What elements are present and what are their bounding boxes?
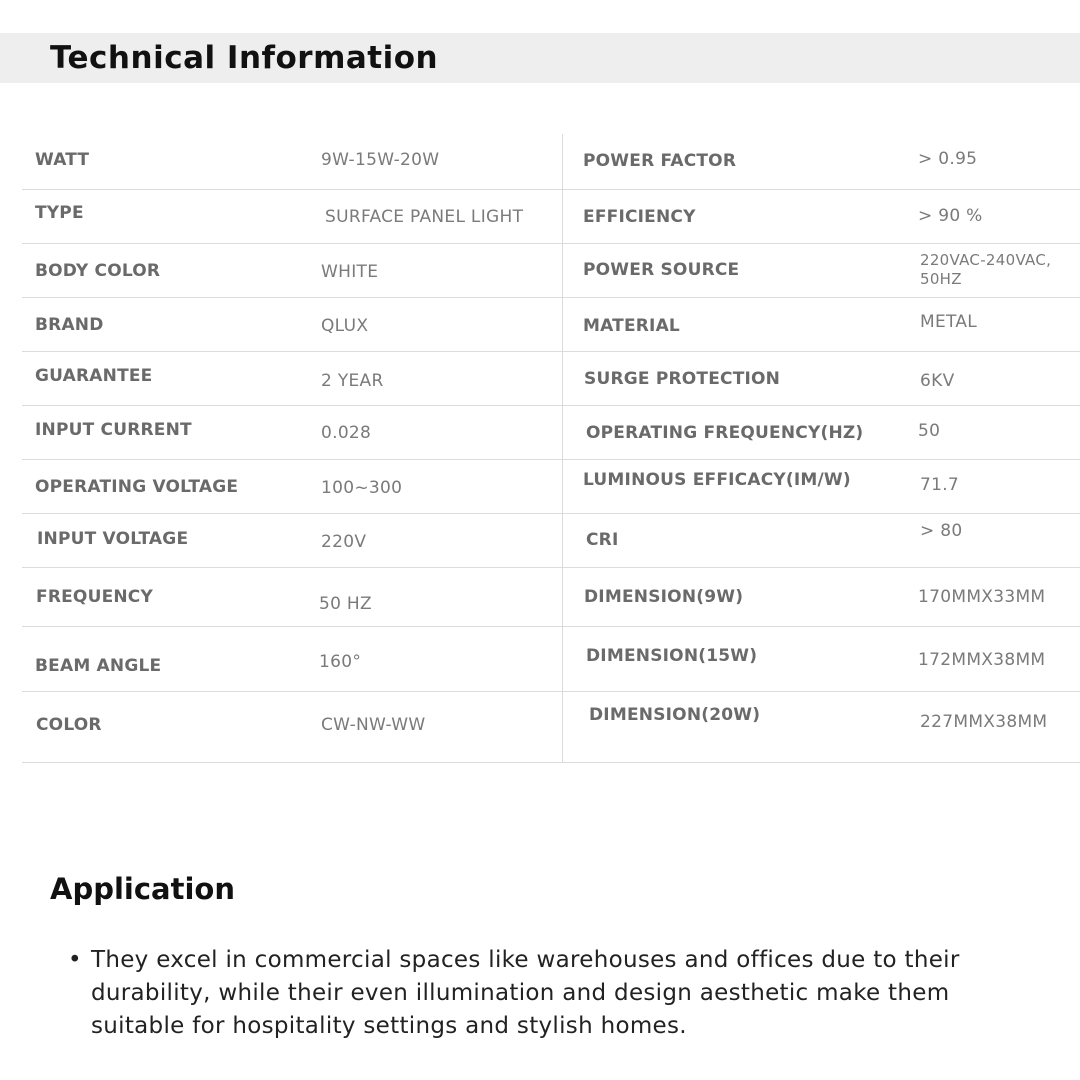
spec-label: GUARANTEE [35, 366, 153, 386]
spec-label: INPUT CURRENT [35, 420, 192, 440]
application-list [66, 944, 1046, 1043]
spec-value: CW-NW-WW [321, 715, 426, 735]
application-heading: Application [50, 872, 235, 906]
page-title: Technical Information [50, 40, 439, 76]
spec-label: WATT [35, 150, 90, 170]
spec-label: CRI [586, 530, 619, 550]
spec-value: 71.7 [920, 475, 960, 495]
spec-row [22, 134, 1080, 190]
application-text: They excel in commercial spaces like warehouses and offices due to their durability, while their even illumination and design aesthetic make them suitable for hospitality settings and stylish homes. [91, 947, 960, 1039]
spec-value: > 80 [920, 521, 963, 541]
spec-value: QLUX [321, 316, 369, 336]
spec-value: METAL [920, 312, 978, 332]
spec-row [22, 459, 1080, 514]
spec-value: 50 [918, 421, 941, 441]
spec-label: BODY COLOR [35, 261, 161, 281]
spec-value: 100~300 [321, 478, 403, 498]
spec-value: 9W-15W-20W [321, 150, 440, 170]
spec-row [22, 691, 1080, 762]
spec-value: 170MMX33MM [918, 587, 1046, 607]
spec-label: DIMENSION(9W) [584, 587, 744, 607]
spec-row [22, 243, 1080, 298]
spec-label: DIMENSION(20W) [589, 705, 761, 725]
spec-value: 160° [319, 652, 362, 672]
section-header-technical-information [0, 33, 1080, 83]
spec-label: POWER SOURCE [583, 260, 740, 280]
spec-value: 50 HZ [319, 594, 372, 614]
spec-value: 6KV [920, 371, 955, 391]
spec-value: 220V [321, 532, 367, 552]
spec-row [22, 405, 1080, 460]
spec-row [22, 567, 1080, 627]
spec-value: 0.028 [321, 423, 372, 443]
spec-label: COLOR [36, 715, 102, 735]
spec-table [22, 134, 1080, 763]
spec-value: SURFACE PANEL LIGHT [325, 207, 524, 227]
spec-row [22, 297, 1080, 352]
spec-row [22, 189, 1080, 244]
bullet-icon: • [68, 947, 82, 973]
spec-label: EFFICIENCY [583, 207, 696, 227]
spec-label: POWER FACTOR [583, 151, 737, 171]
spec-label: SURGE PROTECTION [584, 369, 781, 389]
spec-value: 227MMX38MM [920, 712, 1048, 732]
spec-label: OPERATING VOLTAGE [35, 477, 239, 497]
spec-label: FREQUENCY [36, 587, 153, 607]
spec-value: > 90 % [918, 206, 983, 226]
spec-value: > 0.95 [918, 149, 978, 169]
spec-label: DIMENSION(15W) [586, 646, 758, 666]
spec-label: TYPE [35, 203, 84, 223]
spec-label: INPUT VOLTAGE [37, 529, 189, 549]
spec-row [22, 351, 1080, 406]
spec-label: MATERIAL [583, 316, 680, 336]
list-item [66, 944, 1046, 1043]
spec-label: OPERATING FREQUENCY(HZ) [586, 423, 864, 443]
spec-label: LUMINOUS EFFICACY(IM/W) [583, 470, 851, 490]
spec-row [22, 513, 1080, 568]
spec-label: BRAND [35, 315, 104, 335]
spec-label: BEAM ANGLE [35, 656, 162, 676]
spec-value: 172MMX38MM [918, 650, 1046, 670]
spec-value: 2 YEAR [321, 371, 384, 391]
spec-value: 220VAC-240VAC, 50HZ [920, 251, 1052, 288]
spec-row [22, 626, 1080, 692]
spec-value: WHITE [321, 262, 379, 282]
